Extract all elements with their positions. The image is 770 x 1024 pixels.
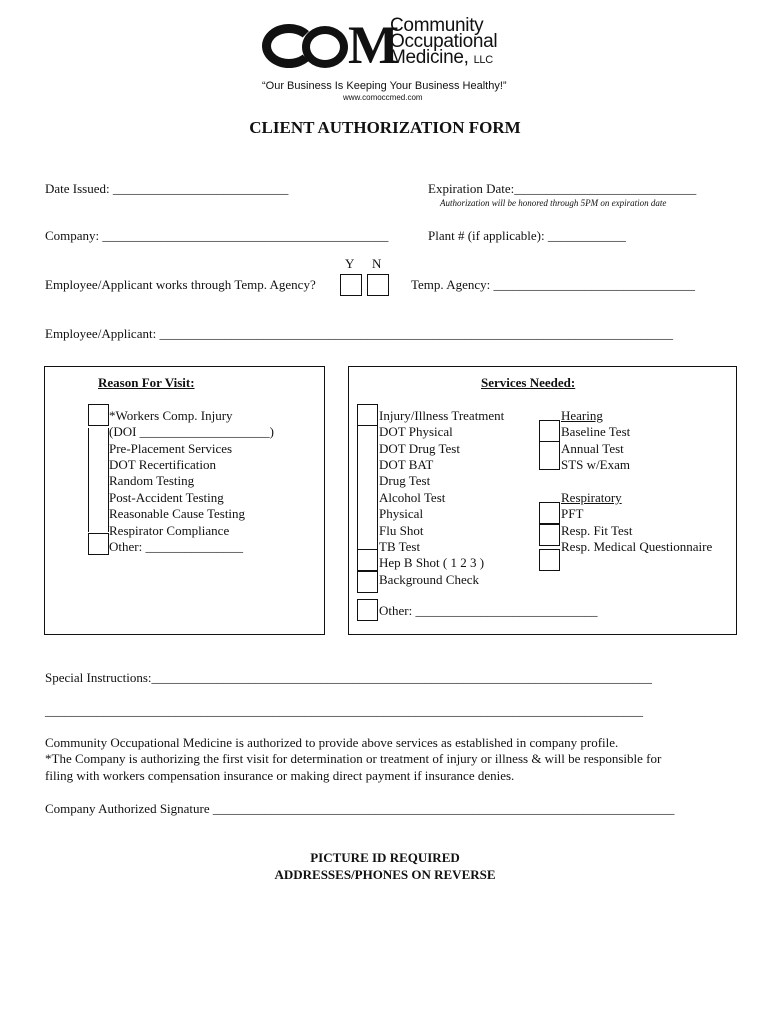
statement-line-1: Community Occupational Medicine is authorized to provide above services as established in company profile. [45,735,619,750]
logo-o-shape [302,26,348,68]
reason-checkbox-1[interactable] [88,404,109,426]
service-dot-physical: DOT Physical [379,424,453,439]
service-dot-drug-test: DOT Drug Test [379,441,460,456]
statement-line-3: filing with workers compensation insurance or making direct payment if insurance denies. [45,768,515,783]
service-checkbox-hep-b[interactable] [357,549,378,571]
addresses-notice: ADDRESSES/PHONES ON REVERSE [274,867,496,882]
hearing-checkbox-column [539,442,560,470]
reason-item-dot-recert: DOT Recertification [109,457,216,472]
logo-website: www.comoccmed.com [343,93,423,102]
reason-item-pre-placement: Pre-Placement Services [109,441,233,456]
service-drug-test: Drug Test [379,473,431,488]
resp-pft: PFT [561,506,584,521]
service-dot-bat: DOT BAT [379,457,434,472]
service-checkbox-other[interactable] [357,599,378,621]
hearing-baseline-checkbox[interactable] [539,420,560,442]
expiration-date-field[interactable]: Expiration Date:____________________________ [428,181,697,196]
resp-fit-test: Resp. Fit Test [561,523,633,538]
reason-heading: Reason For Visit: [98,375,195,390]
hearing-baseline-test: Baseline Test [561,424,631,439]
form-title: CLIENT AUTHORIZATION FORM [249,118,521,137]
service-flu-shot: Flu Shot [379,523,424,538]
reason-checkbox-9[interactable] [88,533,109,555]
logo-m-letter: M [348,15,399,75]
logo-word-3: Medicine, LLC [390,47,493,68]
hearing-heading: Hearing [561,408,603,423]
expiration-note: Authorization will be honored through 5PM on expiration date [440,198,667,208]
temp-agency-question: Employee/Applicant works through Temp. Agency? [45,277,316,292]
respiratory-heading: Respiratory [561,490,622,505]
service-checkbox-first[interactable] [357,404,378,426]
services-heading: Services Needed: [481,375,576,390]
reason-item-reasonable-cause: Reasonable Cause Testing [109,506,246,521]
logo-tagline: “Our Business Is Keeping Your Business Healthy!” [262,80,507,92]
resp-questionnaire-checkbox[interactable] [539,549,560,571]
service-checkbox-column [357,426,378,549]
hearing-annual-test: Annual Test [561,441,624,456]
employee-applicant-field[interactable]: Employee/Applicant: _______________________________________________________________________________ [45,326,673,341]
service-injury-treatment: Injury/Illness Treatment [379,408,505,423]
company-logo [262,15,522,84]
reason-item-other[interactable]: Other: _______________ [109,539,243,554]
service-hep-b-shot: Hep B Shot ( 1 2 3 ) [379,555,485,570]
reason-item-respirator: Respirator Compliance [109,523,230,538]
plant-field[interactable]: Plant # (if applicable): ____________ [428,228,626,243]
temp-agency-field[interactable]: Temp. Agency: _______________________________ [411,277,695,292]
service-alcohol-test: Alcohol Test [379,490,446,505]
service-physical: Physical [379,506,424,521]
date-issued-field[interactable]: Date Issued: ___________________________ [45,181,289,196]
reason-item-workers-comp: *Workers Comp. Injury [109,408,233,423]
special-instructions-field[interactable]: Special Instructions:_____________________________________________________________________________ [45,670,653,685]
resp-pft-checkbox[interactable] [539,502,560,524]
reason-item-doi[interactable]: (DOI ____________________) [109,424,275,439]
service-tb-test: TB Test [379,539,421,554]
yes-label: Y [345,256,355,271]
temp-yes-checkbox[interactable] [340,274,362,296]
logo-word-1: Community [390,15,484,36]
special-instructions-line-2[interactable]: ____________________________________________________________________________________________ [45,703,643,718]
statement-line-2: *The Company is authorizing the first visit for determination or treatment of injury or illness & will be responsible for [45,751,662,766]
signature-field[interactable]: Company Authorized Signature _______________________________________________________________________ [45,801,675,816]
logo-wordmark [390,15,498,68]
service-background-check: Background Check [379,572,480,587]
hearing-sts-exam: STS w/Exam [561,457,630,472]
temp-no-checkbox[interactable] [367,274,389,296]
reason-item-random: Random Testing [109,473,195,488]
no-label: N [372,256,382,271]
service-other[interactable]: Other: ____________________________ [379,603,598,618]
logo-word-2: Occupational [390,31,498,52]
resp-fit-checkbox[interactable] [539,524,560,546]
company-field[interactable]: Company: ____________________________________________ [45,228,389,243]
service-checkbox-background[interactable] [357,571,378,593]
picture-id-notice: PICTURE ID REQUIRED [310,850,460,865]
reason-item-post-accident: Post-Accident Testing [109,490,224,505]
resp-medical-questionnaire: Resp. Medical Questionnaire [561,539,713,554]
reason-checkbox-column [88,428,109,532]
